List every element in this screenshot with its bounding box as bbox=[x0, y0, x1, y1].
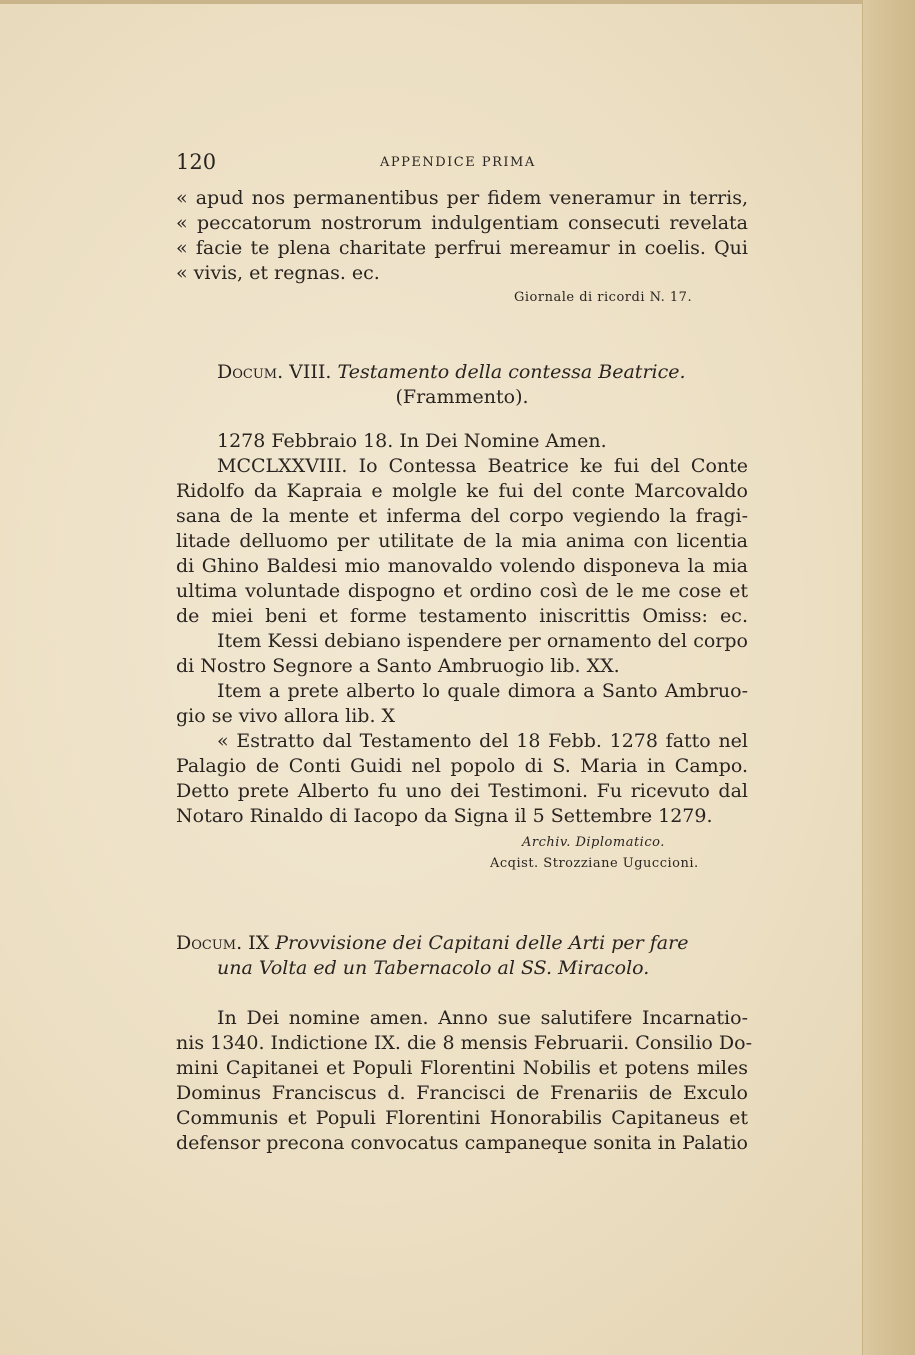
doc9-line: defensor precona convocatus campaneque sonita in Palatio bbox=[176, 1132, 748, 1154]
doc9-title-line-2: una Volta ed un Tabernacolo al SS. Miracolo. bbox=[217, 957, 650, 979]
doc9-line: mini Capitanei et Populi Florentini Nobilis et potens miles bbox=[176, 1057, 748, 1079]
doc9-line: Communis et Populi Florentini Honorabilis Capitaneus et bbox=[176, 1107, 748, 1129]
doc8-line: di Ghino Baldesi mio manovaldo volendo disponeva la mia bbox=[176, 555, 748, 577]
doc8-line: di Nostro Segnore a Santo Ambruogio lib. XX. bbox=[176, 655, 620, 677]
doc8-line: MCCLXXVIII. Io Contessa Beatrice ke fui del Conte bbox=[217, 455, 748, 477]
doc8-label: Docum. VIII. bbox=[217, 361, 332, 383]
doc9-label: Docum. IX bbox=[176, 932, 270, 954]
doc8-line: Notaro Rinaldo di Iacopo da Signa il 5 Settembre 1279. bbox=[176, 805, 713, 827]
doc9-title-line-1: Provvisione dei Capitani delle Arti per fare bbox=[275, 932, 689, 954]
doc8-line: Item a prete alberto lo quale dimora a Santo Ambruo- bbox=[217, 680, 748, 702]
doc8-source-collection: Acqist. Strozziane Uguccioni. bbox=[490, 856, 699, 871]
prayer-line: « peccatorum nostrorum indulgentiam consecuti revelata bbox=[176, 212, 748, 234]
prayer-line: « facie te plena charitate perfrui mereamur in coelis. Qui bbox=[176, 237, 748, 259]
doc8-line: gio se vivo allora lib. X bbox=[176, 705, 396, 727]
doc8-line: « Estratto dal Testamento del 18 Febb. 1278 fatto nel bbox=[217, 730, 748, 752]
doc9-line: Dominus Franciscus d. Francisci de Frenariis de Exculo bbox=[176, 1082, 748, 1104]
prayer-line: « vivis, et regnas. ec. bbox=[176, 262, 380, 284]
doc8-subtitle: (Frammento). bbox=[395, 386, 529, 408]
page-top-edge bbox=[0, 0, 863, 4]
prayer-source: Giornale di ricordi N. 17. bbox=[514, 290, 693, 305]
doc8-line: sana de la mente et inferma del corpo vegiendo la fragi- bbox=[176, 505, 748, 527]
prayer-line: « apud nos permanentibus per fidem veneramur in terris, bbox=[176, 187, 748, 209]
doc8-line: 1278 Febbraio 18. In Dei Nomine Amen. bbox=[217, 430, 607, 452]
doc8-line: de miei beni et forme testamento iniscrittis Omiss: ec. bbox=[176, 605, 748, 627]
doc9-line: In Dei nomine amen. Anno sue salutifere Incarnatio- bbox=[217, 1007, 748, 1029]
doc8-source-archive: Archiv. Diplomatico. bbox=[522, 835, 665, 850]
doc8-line: Palagio de Conti Guidi nel popolo di S. Maria in Campo. bbox=[176, 755, 748, 777]
doc8-line: Item Kessi debiano ispendere per ornamento del corpo bbox=[217, 630, 748, 652]
doc8-title: Testamento della contessa Beatrice. bbox=[337, 361, 686, 383]
doc8-line: Detto prete Alberto fu uno dei Testimoni. Fu ricevuto dal bbox=[176, 780, 748, 802]
doc8-line: litade delluomo per utilitate de la mia anima con licentia bbox=[176, 530, 748, 552]
doc8-line: Ridolfo da Kapraia e molgle ke fui del conte Marcovaldo bbox=[176, 480, 748, 502]
doc9-line: nis 1340. Indictione IX. die 8 mensis Februarii. Consilio Do- bbox=[176, 1032, 752, 1054]
page-number: 120 bbox=[176, 150, 217, 174]
doc8-heading bbox=[217, 360, 757, 384]
doc8-line: ultima voluntade dispogno et ordino così de le me cose et bbox=[176, 580, 748, 602]
running-title: APPENDICE PRIMA bbox=[380, 155, 536, 170]
page-fore-edge bbox=[862, 0, 915, 1355]
doc9-heading bbox=[176, 931, 748, 955]
